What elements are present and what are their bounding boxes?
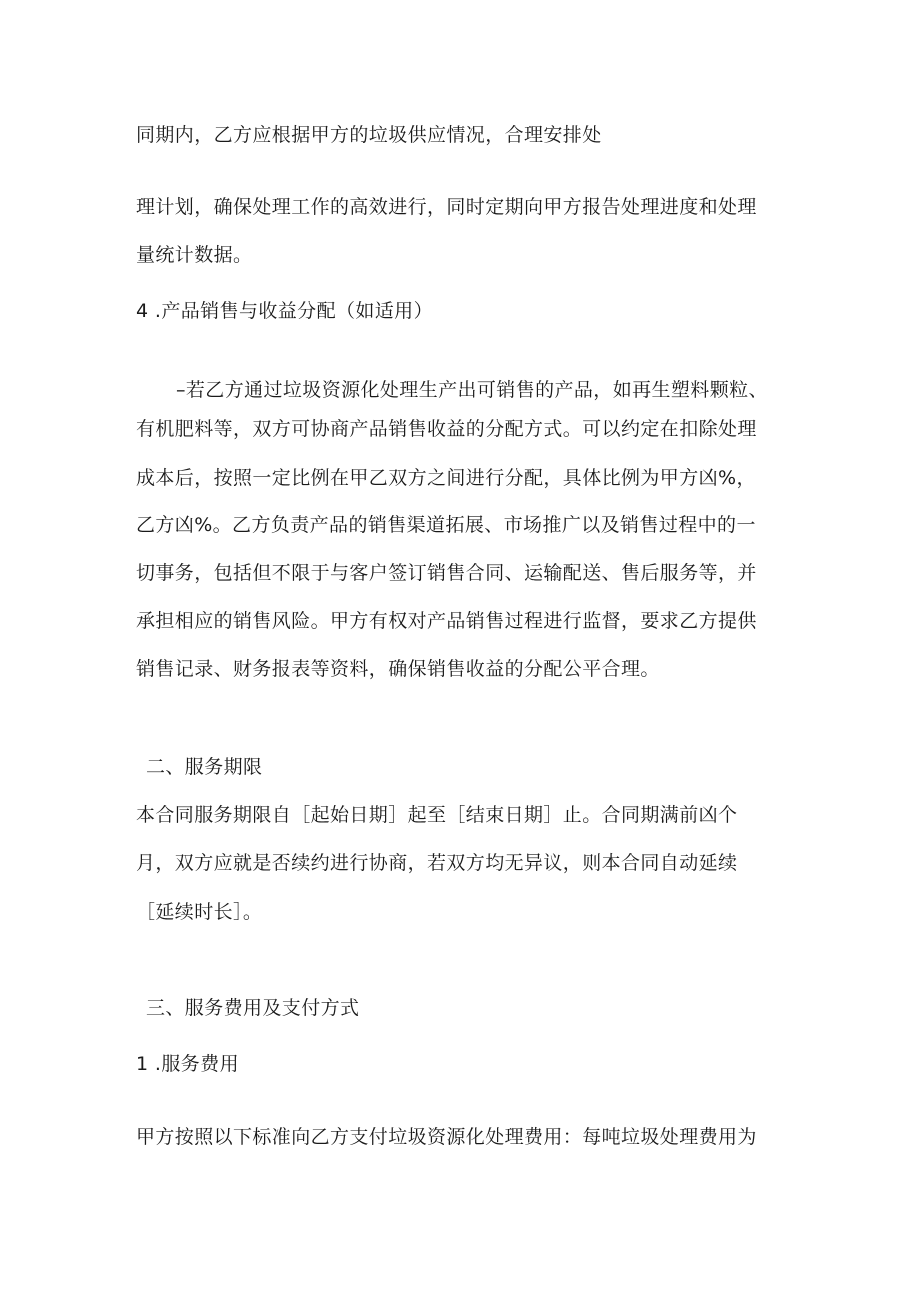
paragraph-line: 乙方凶%。乙方负责产品的销售渠道拓展、市场推广以及销售过程中的一 <box>136 514 756 536</box>
section-2-heading: 二、服务期限 <box>146 756 263 778</box>
paragraph-line: 量统计数据。 <box>136 244 253 266</box>
item-1-heading: 1 .服务费用 <box>136 1053 239 1075</box>
paragraph-line: 同期内，乙方应根据甲方的垃圾供应情况，合理安排处 <box>136 124 602 146</box>
paragraph-line: 切事务，包括但不限于与客户签订销售合同、运输配送、售后服务等，并 <box>136 562 757 584</box>
section-3-heading: 三、服务费用及支付方式 <box>146 997 360 1019</box>
paragraph-line: –若乙方通过垃圾资源化处理生产出可销售的产品，如再生塑料颗粒、 <box>176 379 768 401</box>
paragraph-line: 甲方按照以下标准向乙方支付垃圾资源化处理费用：每吨垃圾处理费用为 <box>136 1126 757 1148</box>
paragraph-line: ［延续时长］。 <box>136 901 263 923</box>
paragraph-line: 销售记录、财务报表等资料，确保销售收益的分配公平合理。 <box>136 658 660 680</box>
paragraph-line: 成本后，按照一定比例在甲乙双方之间进行分配，具体比例为甲方凶%， <box>136 467 756 489</box>
paragraph-line: 理计划，确保处理工作的高效进行，同时定期向甲方报告处理进度和处理 <box>136 196 757 218</box>
paragraph-line: 月，双方应就是否续约进行协商，若双方均无异议，则本合同自动延续 <box>136 852 738 874</box>
paragraph-line: 有机肥料等，双方可协商产品销售收益的分配方式。可以约定在扣除处理 <box>136 418 757 440</box>
item-4-heading: 4 .产品销售与收益分配（如适用） <box>136 300 433 322</box>
paragraph-line: 承担相应的销售风险。甲方有权对产品销售过程进行监督，要求乙方提供 <box>136 610 757 632</box>
paragraph-line: 本合同服务期限自［起始日期］起至［结束日期］止。合同期满前凶个 <box>136 804 738 826</box>
